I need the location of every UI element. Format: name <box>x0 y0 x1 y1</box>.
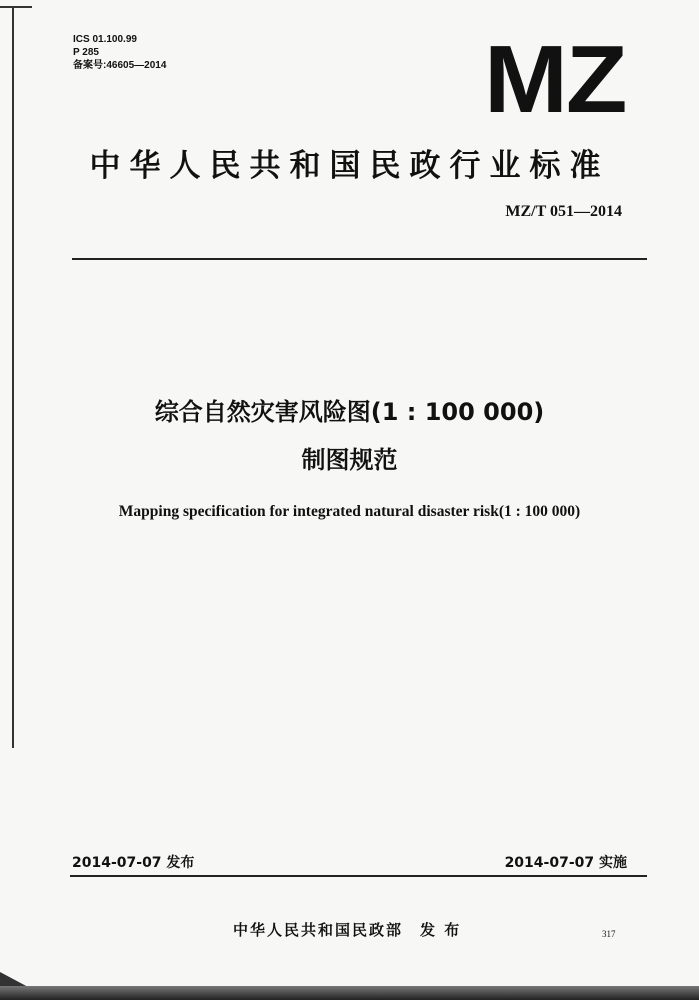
issuing-authority: 中华人民共和国民政部 发 布 <box>233 921 462 939</box>
ccs-code: P 285 <box>73 47 99 58</box>
scan-edge-mark <box>0 6 32 8</box>
ics-code: ICS 01.100.99 <box>73 34 137 45</box>
page-number: 317 <box>602 929 616 939</box>
document-title-line2: 制图规范 <box>301 446 398 474</box>
publish-date: 2014-07-07 发布 <box>72 855 195 871</box>
classification-block <box>73 33 166 72</box>
mz-logo: MZ <box>484 26 626 133</box>
header-rule <box>72 258 647 260</box>
standard-category-title: 中华人民共和国民政行业标准 <box>89 148 610 184</box>
filing-number: 备案号:46605—2014 <box>73 60 167 71</box>
footer-rule <box>70 875 647 877</box>
document-title-line1: 综合自然灾害风险图(1 : 100 000) <box>154 398 545 426</box>
effective-date: 2014-07-07 实施 <box>504 855 627 871</box>
scan-edge-line <box>12 8 14 748</box>
standard-number: MZ/T 051—2014 <box>505 203 622 220</box>
scan-bottom-shadow <box>0 986 699 1000</box>
document-title-english: Mapping specification for integrated natural disaster risk(1 : 100 000) <box>118 503 581 520</box>
